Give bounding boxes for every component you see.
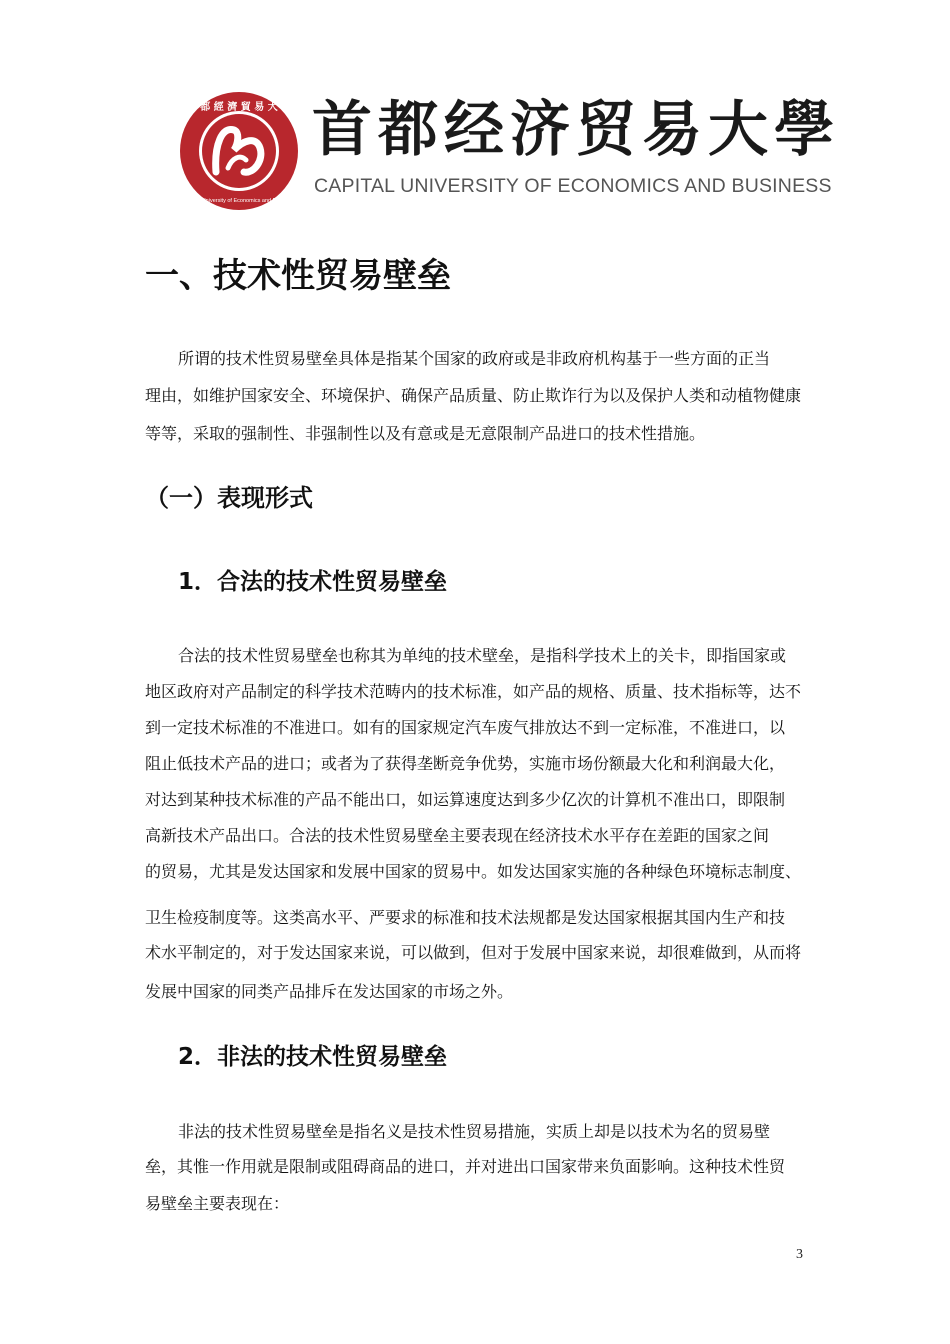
- paragraph-line: 对达到某种技术标准的产品不能出口，如运算速度达到多少亿次的计算机不准出口，即限制: [145, 790, 786, 809]
- item-title-illegal: 2．非法的技术性贸易壁垒: [178, 1044, 448, 1070]
- subsection-title: （一）表现形式: [145, 484, 313, 512]
- svg-text:首 都 經 濟 貿 易 大 學: 首 都 經 濟 貿 易 大 學: [186, 102, 292, 113]
- paragraph-line: 高新技术产品出口。合法的技术性贸易壁垒主要表现在经济技术水平存在差距的国家之间: [145, 826, 770, 845]
- page-number: 3: [796, 1247, 803, 1262]
- section-title: 一、技术性贸易壁垒: [145, 256, 451, 296]
- paragraph-line: 等等，采取的强制性、非强制性以及有意或是无意限制产品进口的技术性措施。: [145, 424, 706, 443]
- svg-text:Capital University of Economic: Capital University of Economics and Business: [183, 198, 295, 204]
- paragraph-line: 理由，如维护国家安全、环境保护、确保产品质量、防止欺诈行为以及保护人类和动植物健康: [145, 386, 802, 405]
- paragraph-line: 垒，其惟一作用就是限制或阻碍商品的进口，并对进出口国家带来负面影响。这种技术性贸: [145, 1157, 786, 1176]
- paragraph-line: 易壁垒主要表现在：: [145, 1194, 290, 1213]
- paragraph-line: 的贸易，尤其是发达国家和发展中国家的贸易中。如发达国家实施的各种绿色环境标志制度、: [145, 862, 802, 881]
- paragraph-line: 所谓的技术性贸易壁垒具体是指某个国家的政府或是非政府机构基于一些方面的正当: [178, 349, 771, 368]
- university-seal-icon: [178, 90, 300, 212]
- paragraph-line: 到一定技术标准的不准进口。如有的国家规定汽车废气排放达不到一定标准，不准进口，以: [145, 718, 786, 737]
- paragraph-line: 发展中国家的同类产品排斥在发达国家的市场之外。: [145, 982, 514, 1001]
- university-name-zh: 首都经济贸易大學: [312, 95, 840, 165]
- paragraph-line: 合法的技术性贸易壁垒也称其为单纯的技术壁垒，是指科学技术上的关卡，即指国家或: [178, 646, 787, 665]
- paragraph-line: 术水平制定的，对于发达国家来说，可以做到，但对于发展中国家来说，却很难做到，从而将: [145, 943, 802, 962]
- university-name-en: CAPITAL UNIVERSITY OF ECONOMICS AND BUSINESS: [314, 175, 832, 197]
- paragraph-line: 非法的技术性贸易壁垒是指名义是技术性贸易措施，实质上却是以技术为名的贸易壁: [178, 1122, 771, 1141]
- paragraph-line: 卫生检疫制度等。这类高水平、严要求的标准和技术法规都是发达国家根据其国内生产和技: [145, 908, 786, 927]
- item-title-legal: 1．合法的技术性贸易壁垒: [178, 569, 448, 595]
- paragraph-line: 阻止低技术产品的进口；或者为了获得垄断竞争优势，实施市场份额最大化和利润最大化，: [145, 754, 786, 773]
- university-logo: [178, 90, 840, 215]
- paragraph-line: 地区政府对产品制定的科学技术范畴内的技术标准，如产品的规格、质量、技术指标等，达不: [145, 682, 802, 701]
